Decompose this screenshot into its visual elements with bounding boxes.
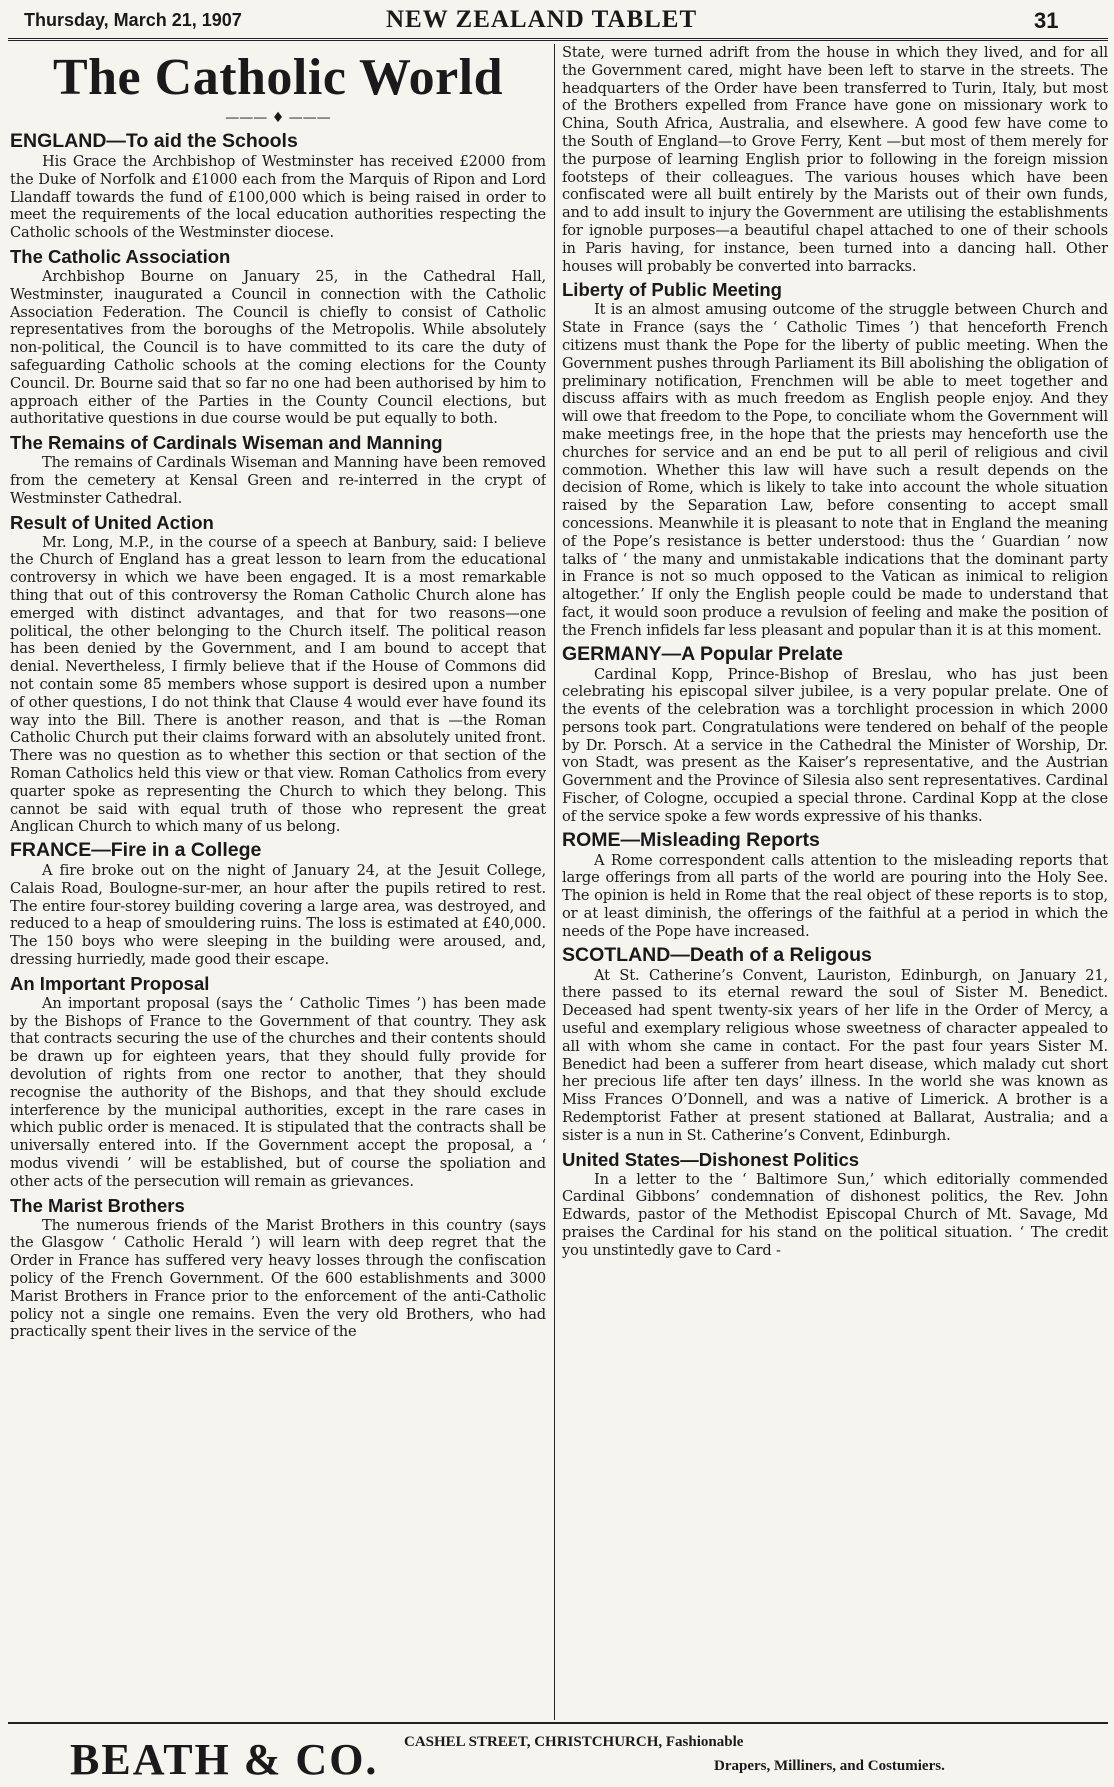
article-paragraph: Cardinal Kopp, Prince-Bishop of Breslau, who has just been celebrating his episcopal silver jubilee, is a very popular prelate. One of the events of the celebration was a torchlight procession in which 2000 persons took part. Congratulations were tendered on behalf of the people by Dr. Porsch. At a service in the Cathedral the Minister of Worship, Dr. von Stadt, was present as the Kaiser’s representative, and the Austrian Government and the Province of Silesia also sent representatives. Cardinal Fischer, of Cologne, occupied a special throne. Cardinal Kopp at the close of the service spoke a few words expressive of his thanks.: [562, 665, 1108, 825]
article-paragraph: The numerous friends of the Marist Brothers in this country (says the Glasgow ‘ Catholic Herald ’) will learn with deep regret that the Order in France has suffered very heavy losses through the confiscation policy of the French Government. Of the 600 establishments and 3000 Marist Brothers in France prior to the enforcement of the anti-Catholic policy not a single one remains. Even the very old Brothers, who had practically spent their lives in the service of the: [10, 1216, 546, 1341]
advertiser-address: CASHEL STREET, CHRISTCHURCH, Fashionable: [404, 1734, 744, 1750]
page-header: [0, 6, 1114, 36]
article-paragraph: At St. Catherine’s Convent, Lauriston, Edinburgh, on January 21, there passed to its eternal reward the soul of Sister M. Benedict. Deceased had spent twenty-six years of her life in the Order of Mercy, a useful and exemplary religious whose sweetness of character appealed to all with whom she came in contact. For the past four years Sister M. Benedict had been a sufferer from heart disease, which malady cut short her precious life after ten days’ illness. In the world she was known as Miss Frances O’Donnell, and was a native of Limerick. A brother is a Redemptorist Father at present stationed at Ballarat, Australia; and a sister is a nun in St. Catherine’s Convent, Edinburgh.: [562, 966, 1108, 1144]
article: [10, 245, 546, 428]
right-column: [562, 44, 1108, 1720]
footer-rule: [8, 1722, 1108, 1724]
article: [10, 839, 546, 969]
article-heading-united-states-dishonest-politics: United States—Dishonest Politics: [562, 1148, 860, 1170]
article-paragraph: Archbishop Bourne on January 25, in the Cathedral Hall, Westminster, inaugurated a Council in connection with the Catholic Association Federation. The Council is chiefly to consist of Catholic representatives from the boroughs of the Metropolis. While absolutely non-political, the Council is to have committed to its care the duty of safeguarding Catholic schools at the coming elections for the County Council. Dr. Bourne said that so far no one had been authorised by him to approach either of the Parties in the County Council elections, but authoritative questions in due course would be put equally to both.: [10, 267, 546, 428]
advertiser-name: BEATH & CO.: [70, 1735, 379, 1784]
column-divider: [554, 44, 555, 1720]
header-rule: [8, 38, 1108, 41]
issue-date: Thursday, March 21, 1907: [24, 10, 242, 30]
article-paragraph: An important proposal (says the ‘ Catholic Times ’) has been made by the Bishops of France to the Government of that country. They ask that contracts securing the use of the churches and their contents should be drawn up for eighteen years, that they should fully provide for devolution of rights from one rector to another, that they should recognise the authority of the Bishops, and that they should exclude interference by the municipal authorities, except in the rare cases in which public order is menaced. It is stipulated that the contracts shall be universally entered into. If the Government accept the proposal, a ‘ modus vivendi ’ will be established, but of course the spoliation and other acts of the persecution will remain as grievances.: [10, 994, 546, 1190]
article-paragraph: State, were turned adrift from the house in which they lived, and for all the Government cared, might have been left to starve in the streets. The headquarters of the Order have been transferred to Turin, Italy, but most of the Brothers expelled from France have gone on missionary work to China, South Africa, Australia, and elsewhere. A good few have come to the South of England—to Grove Ferry, Kent —but most of them merely for the purpose of learning English prior to following in the foreign mission footsteps of their colleagues. The various houses which have been confiscated were all built entirely by the Marists out of their own funds, and to add insult to injury the Government are utilising the establishments for ignoble purposes—a beautiful chapel attached to one of their schools in Paris having, for instance, been turned into a dancing hall. Other houses will probably be converted into barracks.: [562, 44, 1108, 275]
article: [562, 1148, 1108, 1260]
article-paragraph: The remains of Cardinals Wiseman and Manning have been removed from the cemetery at Kensal Green and re-interred in the crypt of Westminster Cathedral.: [10, 454, 546, 507]
article-heading-the-marist-brothers: The Marist Brothers: [10, 1194, 185, 1216]
article-heading-germany-a-popular-prelate: GERMANY—A Popular Prelate: [562, 642, 843, 665]
article-heading-france-fire-in-a-college: FRANCE—Fire in a College: [10, 839, 262, 862]
article-heading-scotland-death-of-a-religous: SCOTLAND—Death of a Religous: [562, 943, 872, 966]
article-heading-result-of-united-action: Result of United Action: [10, 511, 214, 533]
article: [10, 511, 546, 837]
article: [562, 44, 1108, 275]
article-heading-england-to-aid-the-schools: ENGLAND—To aid the Schools: [10, 130, 298, 152]
article: [10, 972, 546, 1191]
article: [10, 431, 546, 507]
article: [562, 643, 1108, 826]
article-paragraph: In a letter to the ‘ Baltimore Sun,’ which editorially commended Cardinal Gibbons’ condemnation of dishonest politics, the Rev. John Edwards, pastor of the Methodist Episcopal Church of Mt. Savage, Md praises the Cardinal for his stand on the political situation. ‘ The credit you unstintedly gave to Card -: [562, 1170, 1108, 1259]
page-number: 31: [1034, 8, 1059, 33]
article-paragraph: His Grace the Archbishop of Westminster has received £2000 from the Duke of Norfolk and £1000 each from the Marquis of Ripon and Lord Llandaff towards the fund of £100,000 which is being raised in order to meet the requirements of the local education authorities respecting the Catholic schools of the Westminster diocese.: [10, 153, 546, 242]
article-paragraph: It is an almost amusing outcome of the struggle between Church and State in France (says the ‘ Catholic Times ’) that henceforth French citizens must thank the Pope for the liberty of public meeting. When the Government pushes through Parliament its Bill abolishing the obligation of preliminary notification, Frenchmen will be able to meet together and discuss affairs with as much freedom as English people enjoy. And they will owe that freedom to the Pope, to conciliate whom the Government will make meetings free, in the hope that the priests may henceforth use the churches for service and an end be put to all peril of religious and civil commotion. Whether this law will have such a result depends on the decision of Rome, which is likely to take into account the whole situation raised by the Separation Law, before consenting to accept small concessions. Meanwhile it is pleasant to note that in England the meaning of the Pope’s resistance is better understood: thus the ‘ Guardian ’ now talks of ‘ the many and unmistakable indications that the dominant party in France is not so much opposed to the Vatican as inimical to religion altogether.’ If only the English people could be made to understand that fact, it would soon produce a revulsion of feeling and make the position of the French infidels far less pleasant and popular than it is at this moment.: [562, 301, 1108, 639]
article-heading-the-remains-of-cardinals-wiseman-and-man: The Remains of Cardinals Wiseman and Manning: [10, 432, 443, 454]
section-title: The Catholic World: [52, 49, 504, 106]
article-paragraph: A Rome correspondent calls attention to the misleading reports that large offerings from all parts of the world are pouring into the Holy See. The opinion is held in Rome that the real object of these reports is to stop, or at least diminish, the offerings of the faithful at a period in which the needs of the Pope have increased.: [562, 851, 1108, 940]
publication-title: NEW ZEALAND TABLET: [386, 6, 698, 33]
advertiser-trades: Drapers, Milliners, and Costumiers.: [714, 1758, 945, 1774]
article-heading-rome-misleading-reports: ROME—Misleading Reports: [562, 828, 820, 851]
article: [562, 278, 1108, 639]
article: [562, 944, 1108, 1145]
left-column: [10, 44, 546, 1720]
title-ornament: ——— ♦ ———: [225, 110, 331, 126]
left-articles: [10, 130, 546, 1341]
article-paragraph: Mr. Long, M.P., in the course of a speech at Banbury, said: I believe the Church of England has a great lesson to learn from the educational controversy in which we have been engaged. It is a most remarkable thing that out of this controversy the Roman Catholic Church alone has emerged with distinct advantages, and that for two reasons—one political, the other belonging to the Church itself. The political reason has been denied by the Government, and I am bound to accept that denial. Nevertheless, I firmly believe that if the House of Commons did not contain some 85 members whose support is desired upon a number of other questions, I do not think that Clause 4 would ever have found its way into the Bill. There is another reason, and that is —the Roman Catholic Church put their claims forward with an absolutely united front. There was no question as to whether this section or that section of the Roman Catholics held this view or that view. Roman Catholics from every quarter spoke as representing the Church to which they belong. This cannot be said with equal truth of those who represent the great Anglican Church to which many of us belong.: [10, 533, 546, 836]
right-articles: [562, 44, 1108, 1260]
article-heading-an-important-proposal: An Important Proposal: [10, 972, 210, 994]
article-paragraph: A fire broke out on the night of January 24, at the Jesuit College, Calais Road, Boulogne-sur-mer, an hour after the pupils retired to rest. The entire four-storey building covering a large area, was destroyed, and reduced to a heap of smouldering ruins. The loss is estimated at £40,000. The 150 boys who were sleeping in the building were aroused, and, dressing hurriedly, made good their escape.: [10, 862, 546, 969]
article-heading-the-catholic-association: The Catholic Association: [10, 245, 231, 267]
article: [10, 130, 546, 242]
article: [562, 829, 1108, 941]
article-heading-liberty-of-public-meeting: Liberty of Public Meeting: [562, 279, 782, 301]
article: [10, 1194, 546, 1342]
